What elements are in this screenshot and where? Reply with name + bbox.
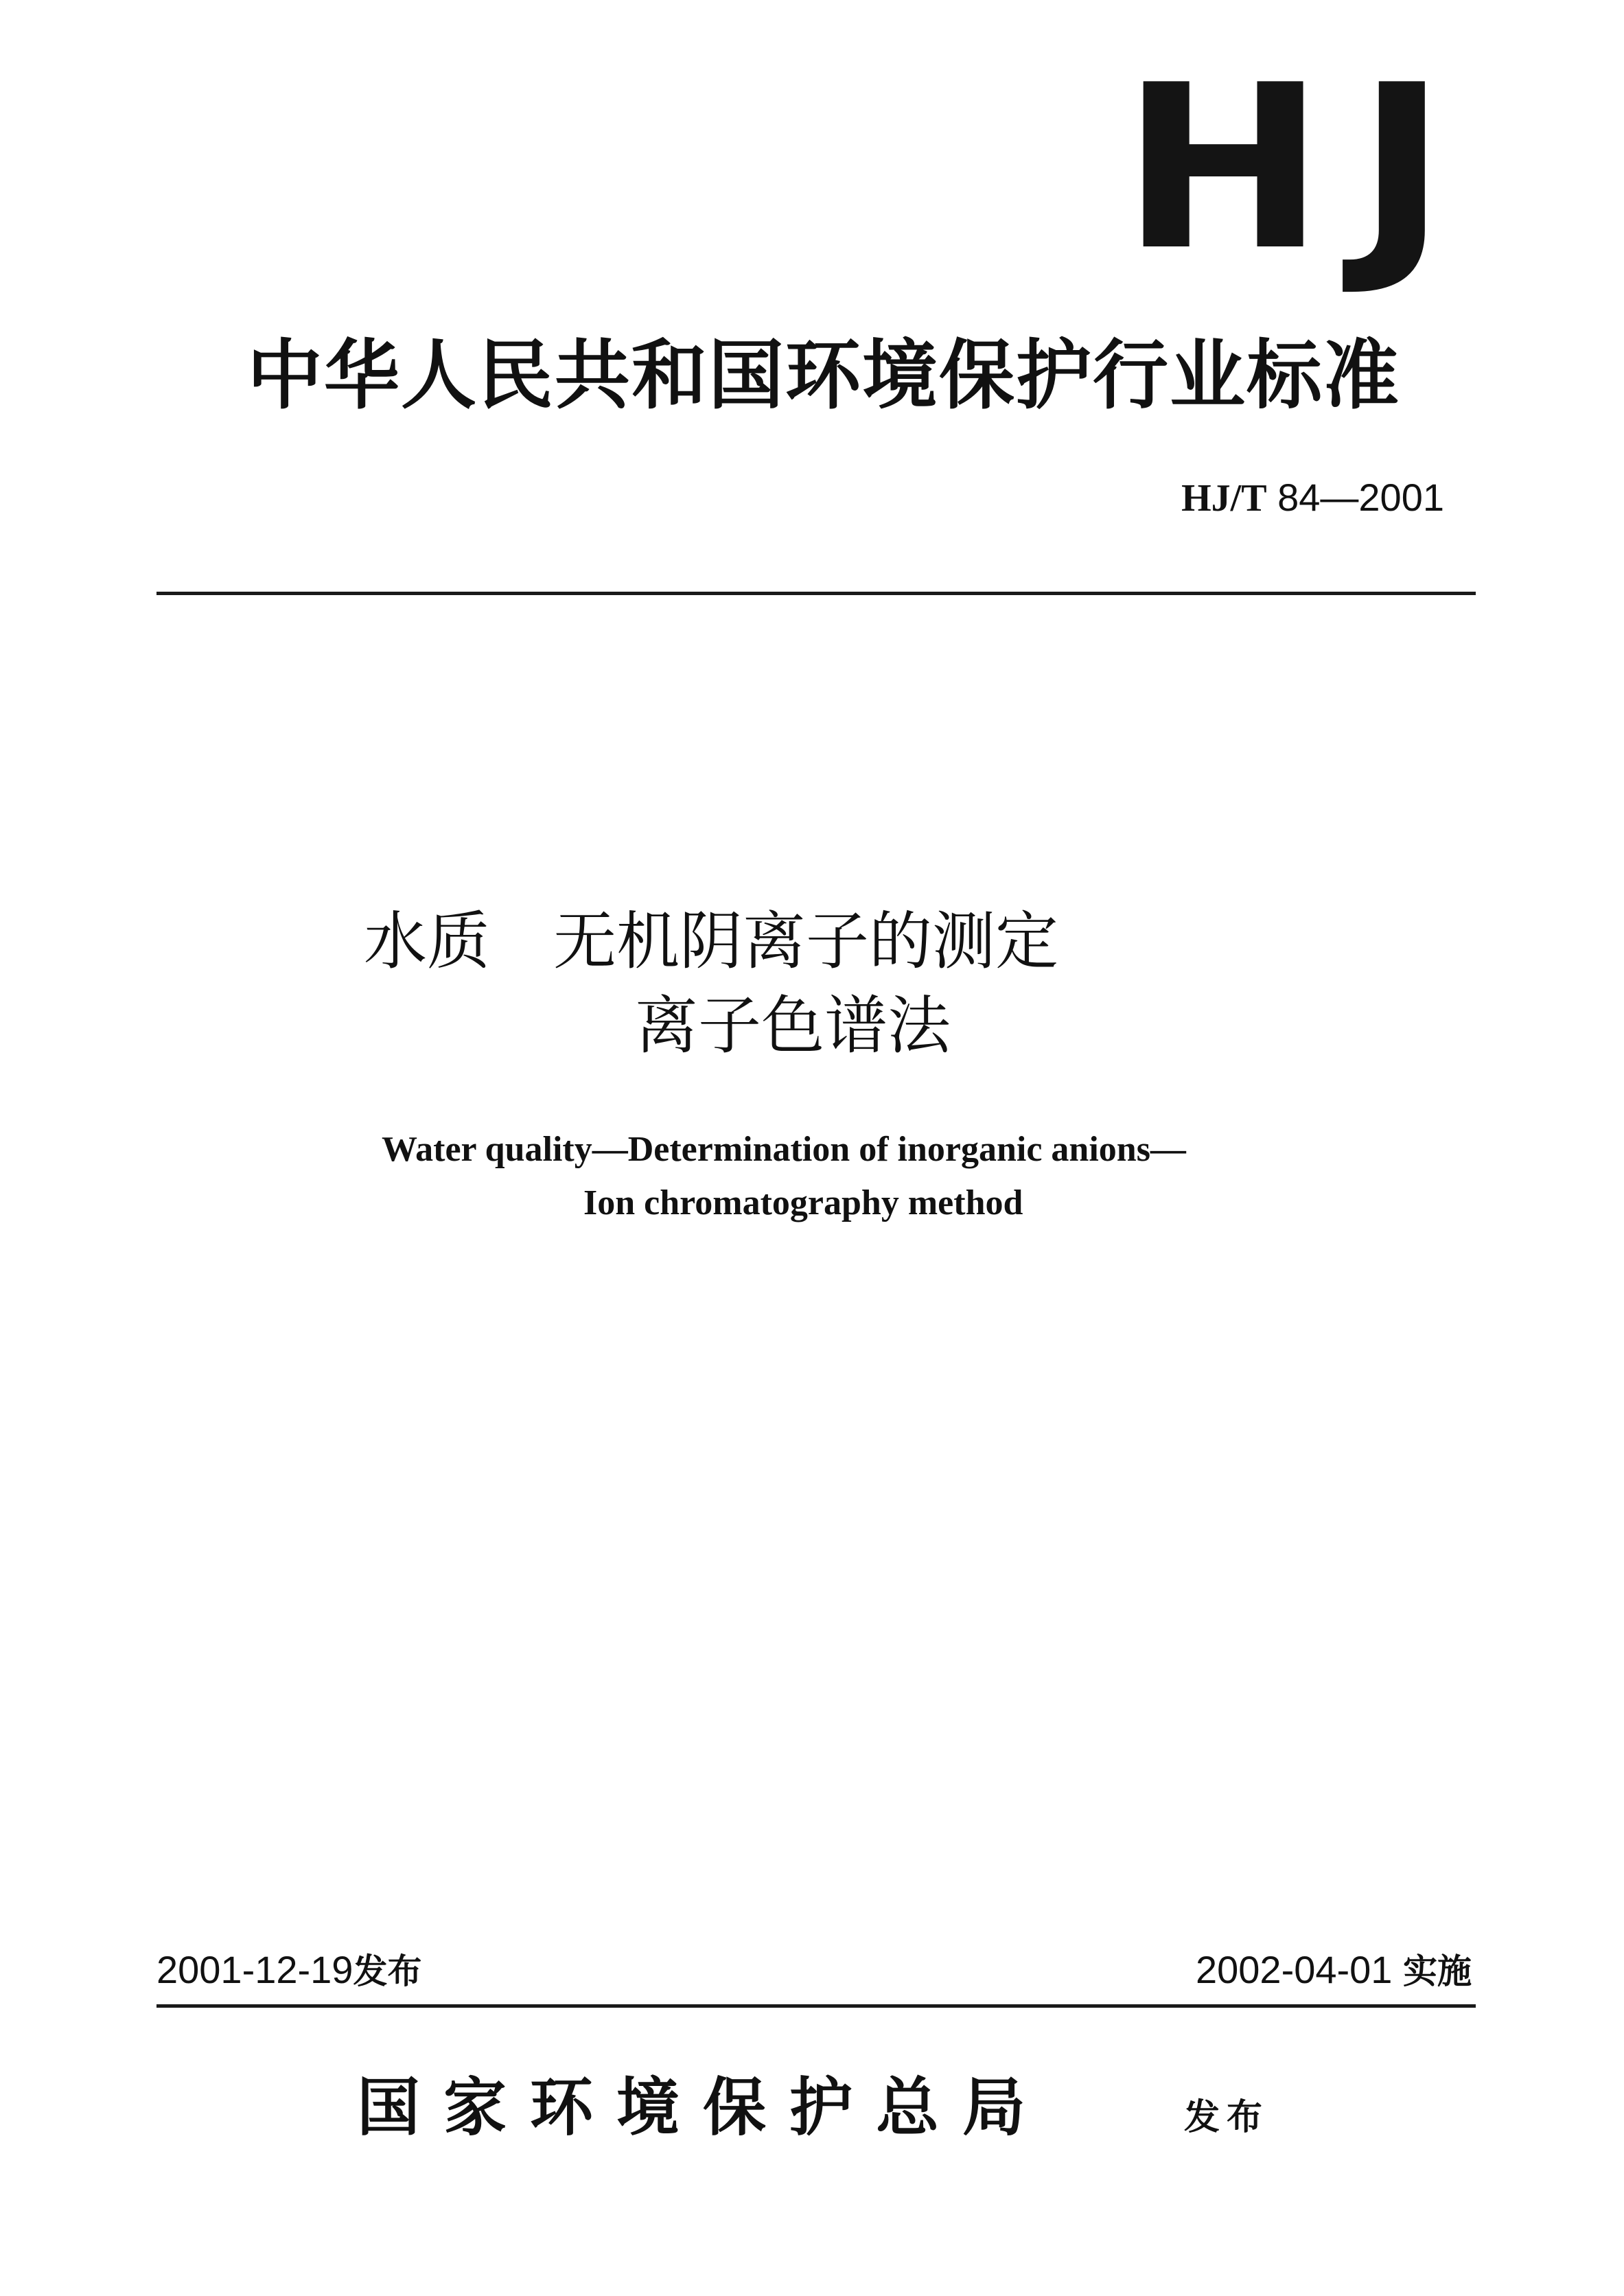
standard-number	[1181, 474, 1444, 522]
chinese-title-line-1: 水质 无机阴离子的测定	[364, 905, 1059, 978]
publisher-label: 发布	[1184, 2097, 1270, 2138]
standard-prefix: HJ/T	[1181, 477, 1267, 520]
standard-code: 84—2001	[1277, 476, 1444, 519]
issue-date-label: 发布	[353, 1951, 422, 1991]
effective-date-label: 实施	[1403, 1951, 1472, 1991]
bottom-divider	[156, 2004, 1476, 2008]
publisher-name: 国家环境保护总局	[357, 2070, 1049, 2144]
hj-logo-letter-h: H	[1120, 36, 1326, 300]
english-title-line-1: Water quality—Determination of inorganic anions—	[382, 1130, 1186, 1169]
english-title-line-2: Ion chromatography method	[583, 1183, 1023, 1222]
effective-date	[1196, 1946, 1472, 1995]
chinese-title-line-2: 离子色谱法	[635, 989, 951, 1063]
issue-date	[156, 1946, 421, 1995]
issue-date-value: 2001-12-19	[156, 1948, 353, 1991]
hj-logo-letter-j: J	[1356, 36, 1448, 300]
effective-date-value: 2002-04-01	[1195, 1948, 1393, 1991]
organization-title: 中华人民共和国环境保护行业标准	[247, 331, 1400, 419]
top-divider	[156, 592, 1476, 595]
hj-logo	[1120, 36, 1448, 300]
